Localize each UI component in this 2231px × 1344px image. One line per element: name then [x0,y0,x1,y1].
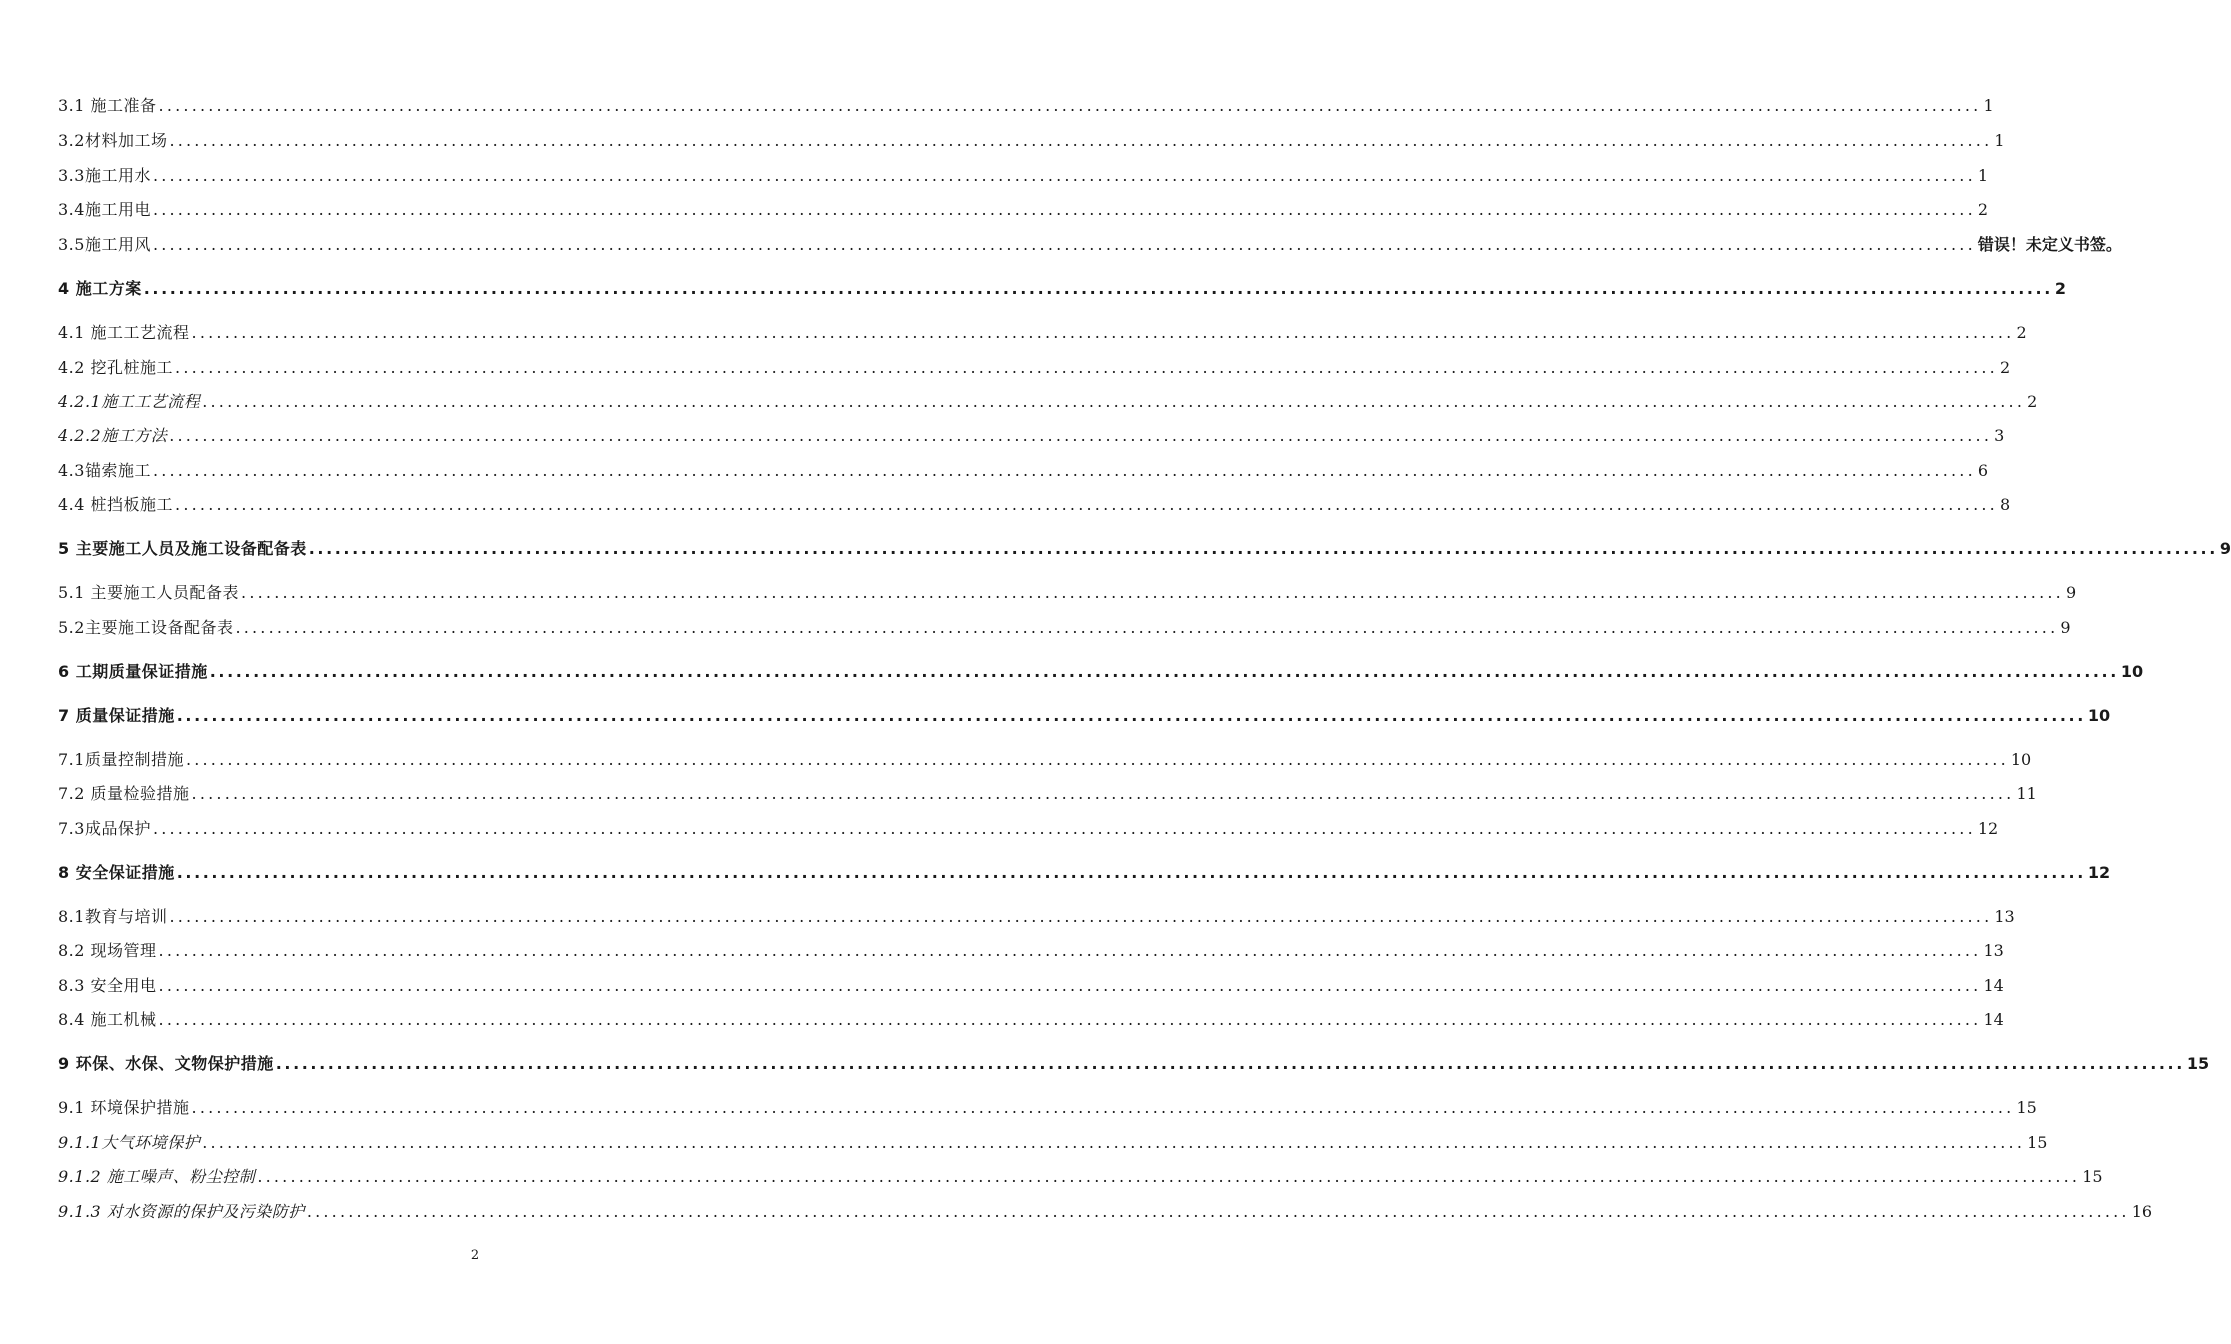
toc-entry-title: 6 工期质量保证措施 [58,662,208,681]
toc-entry[interactable] [58,976,2004,996]
toc-entry-page: 10 [2010,750,2032,769]
toc-entry[interactable] [58,941,2004,961]
toc-entry-page: 14 [1983,1010,2004,1029]
toc-entry[interactable] [58,863,2111,883]
toc-leader-dots: ............................................................................................................................................................................................................................ [158,976,1982,995]
toc-entry-page: 14 [1983,976,2004,995]
toc-entry-title: 8.3 安全用电 [58,976,157,995]
toc-entry-title: 8.1教育与培训 [58,907,168,926]
toc-leader-dots: ............................................................................................................................................................................................................................ [152,819,1976,838]
toc-entry-title: 3.4施工用电 [58,200,151,219]
toc-entry-title: 4.1 施工工艺流程 [58,323,190,342]
toc-entry[interactable] [58,539,2231,559]
toc-leader-dots: ............................................................................................................................................................................................................................ [169,131,1993,150]
page-number: 2 [470,1248,480,1263]
toc-entry-title: 8.4 施工机械 [58,1010,157,1029]
toc-entry-title: 7.3成品保护 [58,819,151,838]
toc-entry[interactable] [58,495,2011,515]
toc-leader-dots: ............................................................................................................................................................................................................................ [158,941,1982,960]
toc-entry-title: 3.5施工用风 [58,235,151,254]
toc-leader-dots: ............................................................................................................................................................................................................................ [176,863,2086,882]
toc-entry[interactable] [58,392,2038,412]
toc-entry-title: 9.1.2 施工噪声、粉尘控制 [58,1167,256,1186]
toc-entry[interactable] [58,819,1999,839]
toc-entry[interactable] [58,583,2077,603]
toc-leader-dots: ............................................................................................................................................................................................................................ [158,96,1982,115]
toc-entry-page: 15 [2027,1133,2048,1152]
toc-entry[interactable] [58,784,2037,804]
toc-entry-title: 8 安全保证措施 [58,863,175,882]
toc-leader-dots: ............................................................................................................................................................................................................................ [191,1098,2015,1117]
toc-leader-dots: ............................................................................................................................................................................................................................ [202,392,2026,411]
toc-entry-title: 8.2 现场管理 [58,941,157,960]
toc-entry-page: 1 [1977,166,1989,185]
toc-leader-dots: ............................................................................................................................................................................................................................ [152,200,1976,219]
toc-leader-dots: ............................................................................................................................................................................................................................ [308,539,2218,558]
toc-entry[interactable] [58,1054,2210,1074]
toc-leader-dots: ............................................................................................................................................................................................................................ [152,166,1976,185]
toc-entry-title: 4.2 挖孔桩施工 [58,358,174,377]
toc-entry-title: 3.1 施工准备 [58,96,157,115]
toc-entry[interactable] [58,279,2067,299]
toc-entry-page: 15 [2186,1054,2210,1073]
toc-leader-dots: ............................................................................................................................................................................................................................ [176,706,2086,725]
toc-leader-dots: ............................................................................................................................................................................................................................ [175,358,1998,377]
toc-entry-page: 12 [1977,819,1999,838]
toc-entry-title: 5.2主要施工设备配备表 [58,618,234,637]
toc-entry-page: 2 [1977,200,1989,219]
toc-entry[interactable] [58,706,2111,726]
toc-entry-page: 13 [1994,907,2015,926]
toc-entry-page: 2 [2027,392,2038,411]
toc-entry-page: 16 [2131,1202,2153,1221]
toc-entry-title: 4.3锚索施工 [58,461,151,480]
toc-entry-title: 3.3施工用水 [58,166,151,185]
toc-leader-dots: ............................................................................................................................................................................................................................ [169,907,1993,926]
toc-entry[interactable] [58,96,1994,116]
toc-entry[interactable] [58,426,2005,446]
toc-entry[interactable] [58,907,2015,927]
toc-leader-dots: ............................................................................................................................................................................................................................ [143,279,2053,298]
toc-leader-dots: ............................................................................................................................................................................................................................ [235,618,2059,637]
toc-leader-dots: ............................................................................................................................................................................................................................ [152,461,1976,480]
toc-entry-title: 9.1.1大气环境保护 [58,1133,201,1152]
toc-leader-dots: ............................................................................................................................................................................................................................ [152,235,1976,254]
table-of-contents [58,0,2231,1240]
toc-leader-dots: ............................................................................................................................................................................................................................ [257,1167,2081,1186]
toc-entry[interactable] [58,750,2032,770]
toc-entry-page: 9 [2065,583,2077,602]
toc-entry-page: 8 [1999,495,2011,514]
toc-entry-title: 3.2材料加工场 [58,131,168,150]
toc-entry-page: 15 [2016,1098,2037,1117]
toc-entry-title: 7 质量保证措施 [58,706,175,725]
toc-entry-title: 4.4 桩挡板施工 [58,495,174,514]
toc-entry-page: 3 [1994,426,2005,445]
toc-entry[interactable] [58,166,1989,186]
toc-entry-page: 1 [1994,131,2005,150]
toc-entry-page: 9 [2060,618,2071,637]
toc-entry[interactable] [58,1010,2004,1030]
toc-entry-page: 12 [2087,863,2111,882]
toc-leader-dots: ............................................................................................................................................................................................................................ [202,1133,2026,1152]
toc-entry[interactable] [58,662,2144,682]
toc-entry-page: 11 [2016,784,2037,803]
toc-entry-title: 9.1.3 对水资源的保护及污染防护 [58,1202,305,1221]
toc-entry-page: 2 [2054,279,2067,298]
toc-entry-title: 4 施工方案 [58,279,142,298]
toc-leader-dots: ............................................................................................................................................................................................................................ [191,323,2015,342]
toc-entry-page: 1 [1983,96,1994,115]
toc-entry[interactable] [58,235,2122,255]
toc-entry-page: 15 [2082,1167,2103,1186]
toc-leader-dots: ............................................................................................................................................................................................................................ [175,495,1998,514]
toc-entry-error: 错误！未定义书签。 [1977,235,2122,254]
toc-entry-page: 2 [2016,323,2027,342]
toc-entry-page: 6 [1977,461,1989,480]
toc-entry-page: 10 [2087,706,2111,725]
toc-entry[interactable] [58,131,2005,151]
toc-leader-dots: ............................................................................................................................................................................................................................ [158,1010,1982,1029]
toc-entry[interactable] [58,323,2027,343]
toc-entry-title: 4.2.2施工方法 [58,426,168,445]
toc-entry-title: 4.2.1施工工艺流程 [58,392,201,411]
toc-entry[interactable] [58,1202,2153,1222]
toc-entry-page: 10 [2120,662,2144,681]
toc-entry-title: 9 环保、水保、文物保护措施 [58,1054,274,1073]
toc-entry-title: 5.1 主要施工人员配备表 [58,583,240,602]
toc-entry[interactable] [58,1133,2048,1153]
toc-leader-dots: ............................................................................................................................................................................................................................ [241,583,2064,602]
toc-entry-page: 13 [1983,941,2004,960]
toc-entry-page: 2 [1999,358,2011,377]
toc-entry[interactable] [58,358,2011,378]
toc-leader-dots: ............................................................................................................................................................................................................................ [209,662,2119,681]
toc-leader-dots: ............................................................................................................................................................................................................................ [191,784,2015,803]
toc-entry[interactable] [58,200,1989,220]
toc-entry-title: 9.1 环境保护措施 [58,1098,190,1117]
toc-entry-title: 5 主要施工人员及施工设备配备表 [58,539,307,558]
toc-leader-dots: ............................................................................................................................................................................................................................ [275,1054,2185,1073]
toc-entry[interactable] [58,1098,2037,1118]
toc-entry[interactable] [58,461,1989,481]
toc-entry[interactable] [58,618,2071,638]
toc-entry-title: 7.2 质量检验措施 [58,784,190,803]
toc-entry[interactable] [58,1167,2103,1187]
toc-entry-title: 7.1质量控制措施 [58,750,184,769]
toc-leader-dots: ............................................................................................................................................................................................................................ [306,1202,2130,1221]
toc-entry-page: 9 [2219,539,2231,558]
toc-leader-dots: ............................................................................................................................................................................................................................ [169,426,1993,445]
toc-leader-dots: ............................................................................................................................................................................................................................ [185,750,2009,769]
